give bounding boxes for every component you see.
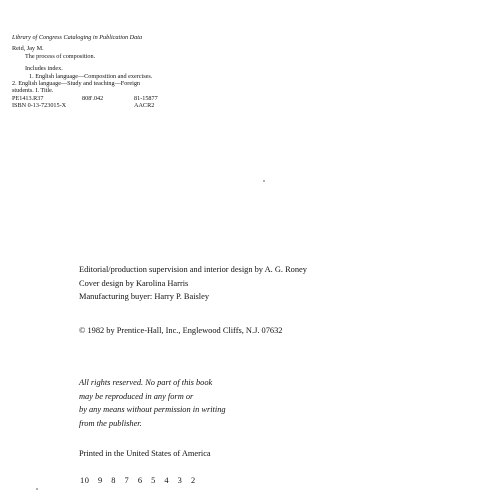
cip-subject-2a: 2. English language—Study and teaching—Foreign — [12, 80, 141, 88]
cip-lc-number: PE1413.R37 — [12, 94, 44, 102]
cip-header: Library of Congress Cataloging in Publication Data — [12, 34, 143, 41]
rights-line-4: from the publisher. — [79, 418, 142, 428]
cip-aacr: AACR2 — [134, 102, 155, 110]
rights-line-1: All rights reserved. No part of this book — [79, 378, 213, 387]
cip-isbn-row — [12, 102, 242, 109]
cip-includes: Includes index. — [25, 65, 63, 73]
cip-lccn: 81-15877 — [134, 94, 158, 102]
cip-classification-row — [12, 95, 242, 102]
rights-line-2: may be reproduced in any form or — [79, 391, 194, 401]
copyright-notice: © 1982 by Prentice-Hall, Inc., Englewood Cliffs, N.J. 07632 — [79, 326, 283, 335]
cip-dewey-number: 808'.042 — [82, 94, 104, 102]
cip-isbn: ISBN 0-13-723015-X — [12, 102, 67, 110]
rights-block — [79, 376, 226, 430]
cip-subject-2b: students. I. Title. — [12, 87, 54, 95]
credit-production: Editorial/production supervision and interior design by A. G. Roney — [79, 265, 307, 274]
cip-block — [12, 34, 242, 110]
credit-manufacturing: Manufacturing buyer: Harry P. Baisley — [79, 292, 210, 301]
credits-block — [79, 263, 307, 304]
credit-cover-design: Cover design by Karolina Harris — [79, 278, 189, 288]
specks — [36, 488, 38, 490]
printer-key: 10 9 8 7 6 5 4 3 2 — [80, 476, 196, 485]
cip-title: The process of composition. — [25, 52, 96, 60]
cip-author: Reid, Jay M. — [12, 45, 44, 53]
rights-line-3: by any means without permission in writing — [79, 405, 226, 414]
printed-in: Printed in the United States of America — [79, 449, 211, 458]
cip-subject-1: 1. English language—Composition and exercises. — [29, 72, 153, 80]
specks — [263, 180, 265, 182]
